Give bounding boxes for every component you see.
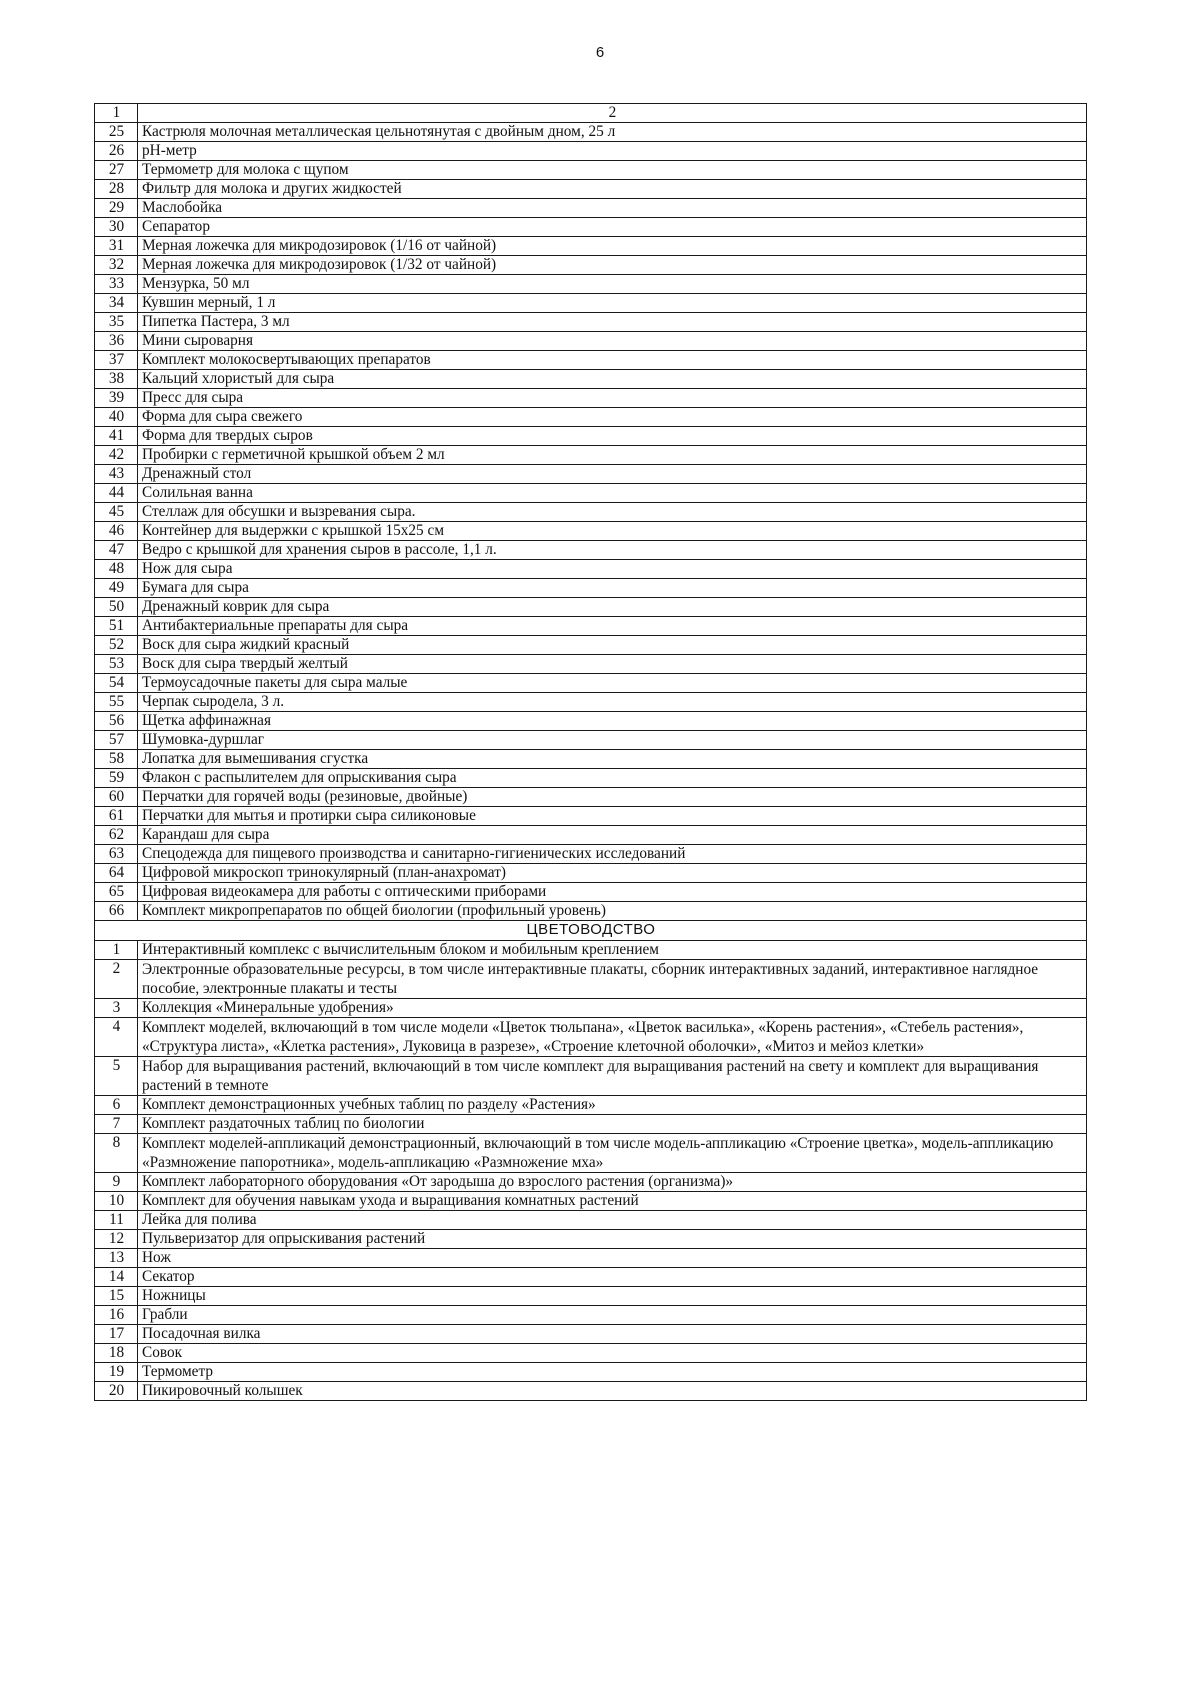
row-item-name: Термоусадочные пакеты для сыра малые	[138, 674, 1087, 693]
table-row	[95, 351, 1087, 370]
table-row	[95, 598, 1087, 617]
row-number: 64	[95, 864, 138, 883]
row-number: 55	[95, 693, 138, 712]
table-row	[95, 275, 1087, 294]
row-item-name: Кувшин мерный, 1 л	[138, 294, 1087, 313]
row-item-name: Термометр для молока с щупом	[138, 161, 1087, 180]
row-item-name: Солильная ванна	[138, 484, 1087, 503]
row-number: 39	[95, 389, 138, 408]
table-row	[95, 941, 1087, 960]
row-item-name: Электронные образовательные ресурсы, в том числе интерактивные плакаты, сборник интерактивных заданий, интерактивное наглядное пособие, электронные плакаты и тесты	[138, 960, 1087, 999]
equipment-table	[94, 103, 1087, 1401]
table-row	[95, 1115, 1087, 1134]
row-number: 25	[95, 123, 138, 142]
table-row	[95, 408, 1087, 427]
row-item-name: Пресс для сыра	[138, 389, 1087, 408]
table-row	[95, 1192, 1087, 1211]
row-number: 10	[95, 1192, 138, 1211]
table-row	[95, 750, 1087, 769]
table-row	[95, 503, 1087, 522]
table-row	[95, 1018, 1087, 1057]
table-row	[95, 864, 1087, 883]
table-row	[95, 180, 1087, 199]
table-row	[95, 237, 1087, 256]
row-number: 60	[95, 788, 138, 807]
row-number: 43	[95, 465, 138, 484]
row-number: 27	[95, 161, 138, 180]
row-item-name: Цифровой микроскоп тринокулярный (план-анахромат)	[138, 864, 1087, 883]
table-row	[95, 541, 1087, 560]
table-row	[95, 883, 1087, 902]
row-number: 2	[95, 960, 138, 999]
table-row	[95, 655, 1087, 674]
row-number: 46	[95, 522, 138, 541]
row-number: 9	[95, 1173, 138, 1192]
table-row	[95, 731, 1087, 750]
row-number: 5	[95, 1057, 138, 1096]
row-item-name: Коллекция «Минеральные удобрения»	[138, 999, 1087, 1018]
row-item-name: Фильтр для молока и других жидкостей	[138, 180, 1087, 199]
row-item-name: Спецодежда для пищевого производства и санитарно-гигиенических исследований	[138, 845, 1087, 864]
row-number: 8	[95, 1134, 138, 1173]
table-row	[95, 484, 1087, 503]
table-row	[95, 845, 1087, 864]
row-number: 56	[95, 712, 138, 731]
row-item-name: Перчатки для мытья и протирки сыра силиконовые	[138, 807, 1087, 826]
table-row	[95, 332, 1087, 351]
row-number: 45	[95, 503, 138, 522]
table-row	[95, 960, 1087, 999]
header-col-name: 2	[138, 104, 1087, 123]
row-item-name: Комплект лабораторного оборудования «От зародыша до взрослого растения (организма)»	[138, 1173, 1087, 1192]
row-item-name: Антибактериальные препараты для сыра	[138, 617, 1087, 636]
row-number: 17	[95, 1325, 138, 1344]
table-row	[95, 788, 1087, 807]
section-row	[95, 921, 1087, 941]
row-number: 35	[95, 313, 138, 332]
table-row	[95, 256, 1087, 275]
table-row	[95, 1173, 1087, 1192]
table-row	[95, 579, 1087, 598]
row-item-name: Комплект демонстрационных учебных таблиц по разделу «Растения»	[138, 1096, 1087, 1115]
row-number: 48	[95, 560, 138, 579]
table-row	[95, 161, 1087, 180]
table-row	[95, 1363, 1087, 1382]
table-row	[95, 617, 1087, 636]
row-item-name: Мини сыроварня	[138, 332, 1087, 351]
table-row	[95, 1096, 1087, 1115]
row-item-name: Посадочная вилка	[138, 1325, 1087, 1344]
row-item-name: рН-метр	[138, 142, 1087, 161]
row-number: 18	[95, 1344, 138, 1363]
row-number: 65	[95, 883, 138, 902]
row-number: 49	[95, 579, 138, 598]
row-number: 29	[95, 199, 138, 218]
row-item-name: Мерная ложечка для микродозировок (1/32 от чайной)	[138, 256, 1087, 275]
table-row	[95, 294, 1087, 313]
row-number: 37	[95, 351, 138, 370]
row-item-name: Лейка для полива	[138, 1211, 1087, 1230]
row-number: 14	[95, 1268, 138, 1287]
row-item-name: Комплект моделей, включающий в том числе модели «Цветок тюльпана», «Цветок василька», «Корень растения», «Стебель растения», «Структура листа», «Клетка растения», Луковица в разрезе», «Строение клеточной оболочки», «Митоз и мейоз клетки»	[138, 1018, 1087, 1057]
header-col-number: 1	[95, 104, 138, 123]
row-number: 4	[95, 1018, 138, 1057]
table-row	[95, 826, 1087, 845]
row-number: 12	[95, 1230, 138, 1249]
row-item-name: Кальций хлористый для сыра	[138, 370, 1087, 389]
table-row	[95, 1134, 1087, 1173]
row-item-name: Дренажный стол	[138, 465, 1087, 484]
row-item-name: Флакон с распылителем для опрыскивания сыра	[138, 769, 1087, 788]
row-number: 50	[95, 598, 138, 617]
row-item-name: Цифровая видеокамера для работы с оптическими приборами	[138, 883, 1087, 902]
row-number: 32	[95, 256, 138, 275]
row-item-name: Секатор	[138, 1268, 1087, 1287]
row-item-name: Ножницы	[138, 1287, 1087, 1306]
row-number: 42	[95, 446, 138, 465]
row-number: 31	[95, 237, 138, 256]
table-row	[95, 313, 1087, 332]
row-item-name: Маслобойка	[138, 199, 1087, 218]
table-row	[95, 1306, 1087, 1325]
row-number: 36	[95, 332, 138, 351]
table-row	[95, 123, 1087, 142]
row-number: 3	[95, 999, 138, 1018]
table-row	[95, 142, 1087, 161]
table-row	[95, 199, 1087, 218]
row-number: 66	[95, 902, 138, 921]
row-number: 26	[95, 142, 138, 161]
row-number: 51	[95, 617, 138, 636]
table-row	[95, 712, 1087, 731]
table-row	[95, 560, 1087, 579]
row-item-name: Форма для сыра свежего	[138, 408, 1087, 427]
row-number: 15	[95, 1287, 138, 1306]
row-number: 38	[95, 370, 138, 389]
row-number: 7	[95, 1115, 138, 1134]
row-item-name: Пипетка Пастера, 3 мл	[138, 313, 1087, 332]
row-item-name: Комплект моделей-аппликаций демонстрационный, включающий в том числе модель-аппликацию «Строение цветка», модель-аппликацию «Размножение папоротника», модель-аппликацию «Размножение мха»	[138, 1134, 1087, 1173]
row-number: 57	[95, 731, 138, 750]
row-number: 58	[95, 750, 138, 769]
row-item-name: Ведро с крышкой для хранения сыров в рассоле, 1,1 л.	[138, 541, 1087, 560]
row-item-name: Сепаратор	[138, 218, 1087, 237]
row-item-name: Комплект микропрепаратов по общей биологии (профильный уровень)	[138, 902, 1087, 921]
row-item-name: Пикировочный колышек	[138, 1382, 1087, 1401]
row-item-name: Термометр	[138, 1363, 1087, 1382]
row-number: 19	[95, 1363, 138, 1382]
row-item-name: Контейнер для выдержки с крышкой 15х25 см	[138, 522, 1087, 541]
table-row	[95, 446, 1087, 465]
row-item-name: Грабли	[138, 1306, 1087, 1325]
row-item-name: Пульверизатор для опрыскивания растений	[138, 1230, 1087, 1249]
row-number: 30	[95, 218, 138, 237]
row-number: 11	[95, 1211, 138, 1230]
section-title: ЦВЕТОВОДСТВО	[95, 921, 1087, 941]
row-number: 52	[95, 636, 138, 655]
table-row	[95, 674, 1087, 693]
table-row	[95, 389, 1087, 408]
row-number: 44	[95, 484, 138, 503]
row-number: 13	[95, 1249, 138, 1268]
equipment-table-container	[94, 103, 1087, 1401]
row-item-name: Нож для сыра	[138, 560, 1087, 579]
row-item-name: Кастрюля молочная металлическая цельнотянутая с двойным дном, 25 л	[138, 123, 1087, 142]
row-item-name: Лопатка для вымешивания сгустка	[138, 750, 1087, 769]
row-number: 40	[95, 408, 138, 427]
row-item-name: Совок	[138, 1344, 1087, 1363]
table-row	[95, 522, 1087, 541]
row-number: 47	[95, 541, 138, 560]
row-item-name: Воск для сыра твердый желтый	[138, 655, 1087, 674]
row-number: 33	[95, 275, 138, 294]
row-item-name: Стеллаж для обсушки и вызревания сыра.	[138, 503, 1087, 522]
row-item-name: Мерная ложечка для микродозировок (1/16 от чайной)	[138, 237, 1087, 256]
row-item-name: Черпак сыродела, 3 л.	[138, 693, 1087, 712]
row-item-name: Пробирки с герметичной крышкой объем 2 мл	[138, 446, 1087, 465]
row-number: 28	[95, 180, 138, 199]
table-row	[95, 769, 1087, 788]
row-item-name: Шумовка-дуршлаг	[138, 731, 1087, 750]
row-number: 34	[95, 294, 138, 313]
table-row	[95, 1287, 1087, 1306]
row-number: 1	[95, 941, 138, 960]
row-item-name: Набор для выращивания растений, включающий в том числе комплект для выращивания растений на свету и комплект для выращивания растений в темноте	[138, 1057, 1087, 1096]
row-number: 59	[95, 769, 138, 788]
row-number: 6	[95, 1096, 138, 1115]
table-row	[95, 636, 1087, 655]
table-row	[95, 1211, 1087, 1230]
row-number: 16	[95, 1306, 138, 1325]
row-item-name: Карандаш для сыра	[138, 826, 1087, 845]
row-item-name: Перчатки для горячей воды (резиновые, двойные)	[138, 788, 1087, 807]
table-row	[95, 1268, 1087, 1287]
row-number: 41	[95, 427, 138, 446]
table-row	[95, 1325, 1087, 1344]
row-item-name: Щетка аффинажная	[138, 712, 1087, 731]
row-item-name: Бумага для сыра	[138, 579, 1087, 598]
table-row	[95, 1057, 1087, 1096]
row-item-name: Комплект для обучения навыкам ухода и выращивания комнатных растений	[138, 1192, 1087, 1211]
table-row	[95, 1230, 1087, 1249]
table-row	[95, 465, 1087, 484]
table-header-row	[95, 104, 1087, 123]
row-number: 61	[95, 807, 138, 826]
table-row	[95, 218, 1087, 237]
row-number: 53	[95, 655, 138, 674]
table-row	[95, 902, 1087, 921]
table-row	[95, 370, 1087, 389]
row-item-name: Комплект молокосвертывающих препаратов	[138, 351, 1087, 370]
row-item-name: Мензурка, 50 мл	[138, 275, 1087, 294]
row-item-name: Воск для сыра жидкий красный	[138, 636, 1087, 655]
row-item-name: Дренажный коврик для сыра	[138, 598, 1087, 617]
table-row	[95, 693, 1087, 712]
row-number: 62	[95, 826, 138, 845]
table-row	[95, 1382, 1087, 1401]
row-item-name: Нож	[138, 1249, 1087, 1268]
table-row	[95, 427, 1087, 446]
table-row	[95, 1249, 1087, 1268]
table-row	[95, 1344, 1087, 1363]
table-row	[95, 807, 1087, 826]
row-item-name: Комплект раздаточных таблиц по биологии	[138, 1115, 1087, 1134]
table-row	[95, 999, 1087, 1018]
row-item-name: Интерактивный комплекс с вычислительным блоком и мобильным креплением	[138, 941, 1087, 960]
row-item-name: Форма для твердых сыров	[138, 427, 1087, 446]
page-number: 6	[595, 44, 605, 61]
row-number: 20	[95, 1382, 138, 1401]
row-number: 63	[95, 845, 138, 864]
row-number: 54	[95, 674, 138, 693]
